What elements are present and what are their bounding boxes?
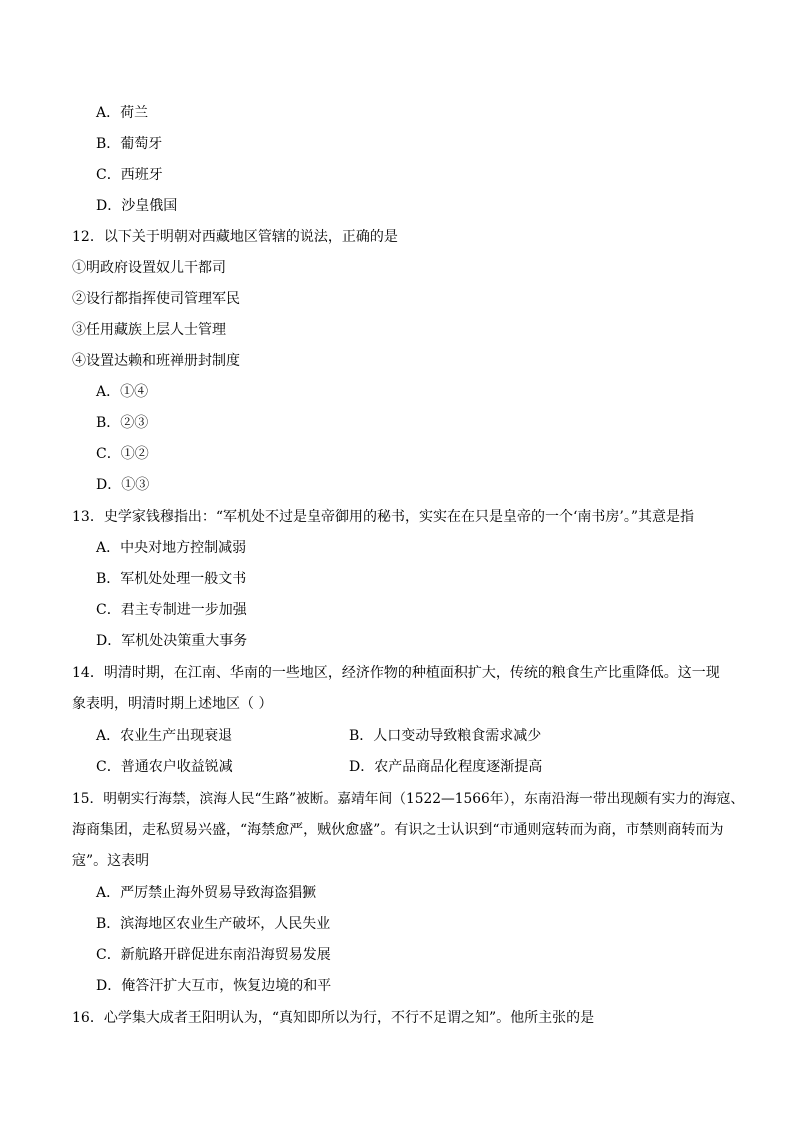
q12-option-a: A．①④ xyxy=(96,384,149,400)
q15-stem-line-1: 15．明朝实行海禁，滨海人民“生路”被断。嘉靖年间（1522—1566年），东南沿海一带出现颇有实力的海寇、 xyxy=(72,791,745,807)
q12-item-3: ③任用藏族上层人士管理 xyxy=(72,322,226,338)
q15-option-a: A．严厉禁止海外贸易导致海盗猖獗 xyxy=(96,885,317,901)
q15-stem-line-2: 海商集团，走私贸易兴盛，“海禁愈严，贼伙愈盛”。有识之士认识到“市通则寇转而为商，市禁则商转而为 xyxy=(72,822,724,838)
q11-option-a: A．荷兰 xyxy=(96,105,149,121)
q14-option-b: B．人口变动导致粮食需求减少 xyxy=(349,728,542,744)
q15-stem-line-3: 寇”。这表明 xyxy=(72,853,150,869)
q14-option-c: C．普通农户收益锐减 xyxy=(96,759,233,775)
q11-option-c: C．西班牙 xyxy=(96,167,163,183)
q12-stem: 12．以下关于明朝对西藏地区管辖的说法，正确的是 xyxy=(72,229,398,245)
q13-option-a: A．中央对地方控制减弱 xyxy=(96,540,247,556)
q12-item-2: ②设行都指挥使司管理军民 xyxy=(72,291,240,307)
q13-stem: 13．史学家钱穆指出：“军机处不过是皇帝御用的秘书，实实在在只是皇帝的一个‘南书房’。”其意是指 xyxy=(72,509,695,525)
q12-item-4: ④设置达赖和班禅册封制度 xyxy=(72,353,240,369)
q12-item-1: ①明政府设置奴儿干都司 xyxy=(72,260,226,276)
q14-stem-line-2: 象表明，明清时期上述地区（ ） xyxy=(72,696,273,712)
q12-option-d: D．①③ xyxy=(96,477,150,493)
q14-option-d: D．农产品商品化程度逐渐提高 xyxy=(349,759,543,775)
q13-option-b: B．军机处处理一般文书 xyxy=(96,571,247,587)
q15-option-d: D．俺答汗扩大互市，恢复边境的和平 xyxy=(96,978,332,994)
q13-option-c: C．君主专制进一步加强 xyxy=(96,602,247,618)
q16-stem: 16．心学集大成者王阳明认为，“真知即所以为行，不行不足谓之知”。他所主张的是 xyxy=(72,1010,595,1026)
q14-stem-line-1: 14．明清时期，在江南、华南的一些地区，经济作物的种植面积扩大，传统的粮食生产比重降低。这一现 xyxy=(72,665,720,681)
q11-option-b: B．葡萄牙 xyxy=(96,136,163,152)
q15-option-c: C．新航路开辟促进东南沿海贸易发展 xyxy=(96,947,331,963)
q12-option-b: B．②③ xyxy=(96,415,149,431)
q14-option-a: A．农业生产出现衰退 xyxy=(96,728,233,744)
q15-option-b: B．滨海地区农业生产破坏，人民失业 xyxy=(96,916,331,932)
q11-option-d: D．沙皇俄国 xyxy=(96,198,178,214)
q13-option-d: D．军机处决策重大事务 xyxy=(96,633,248,649)
q12-option-c: C．①② xyxy=(96,446,149,462)
